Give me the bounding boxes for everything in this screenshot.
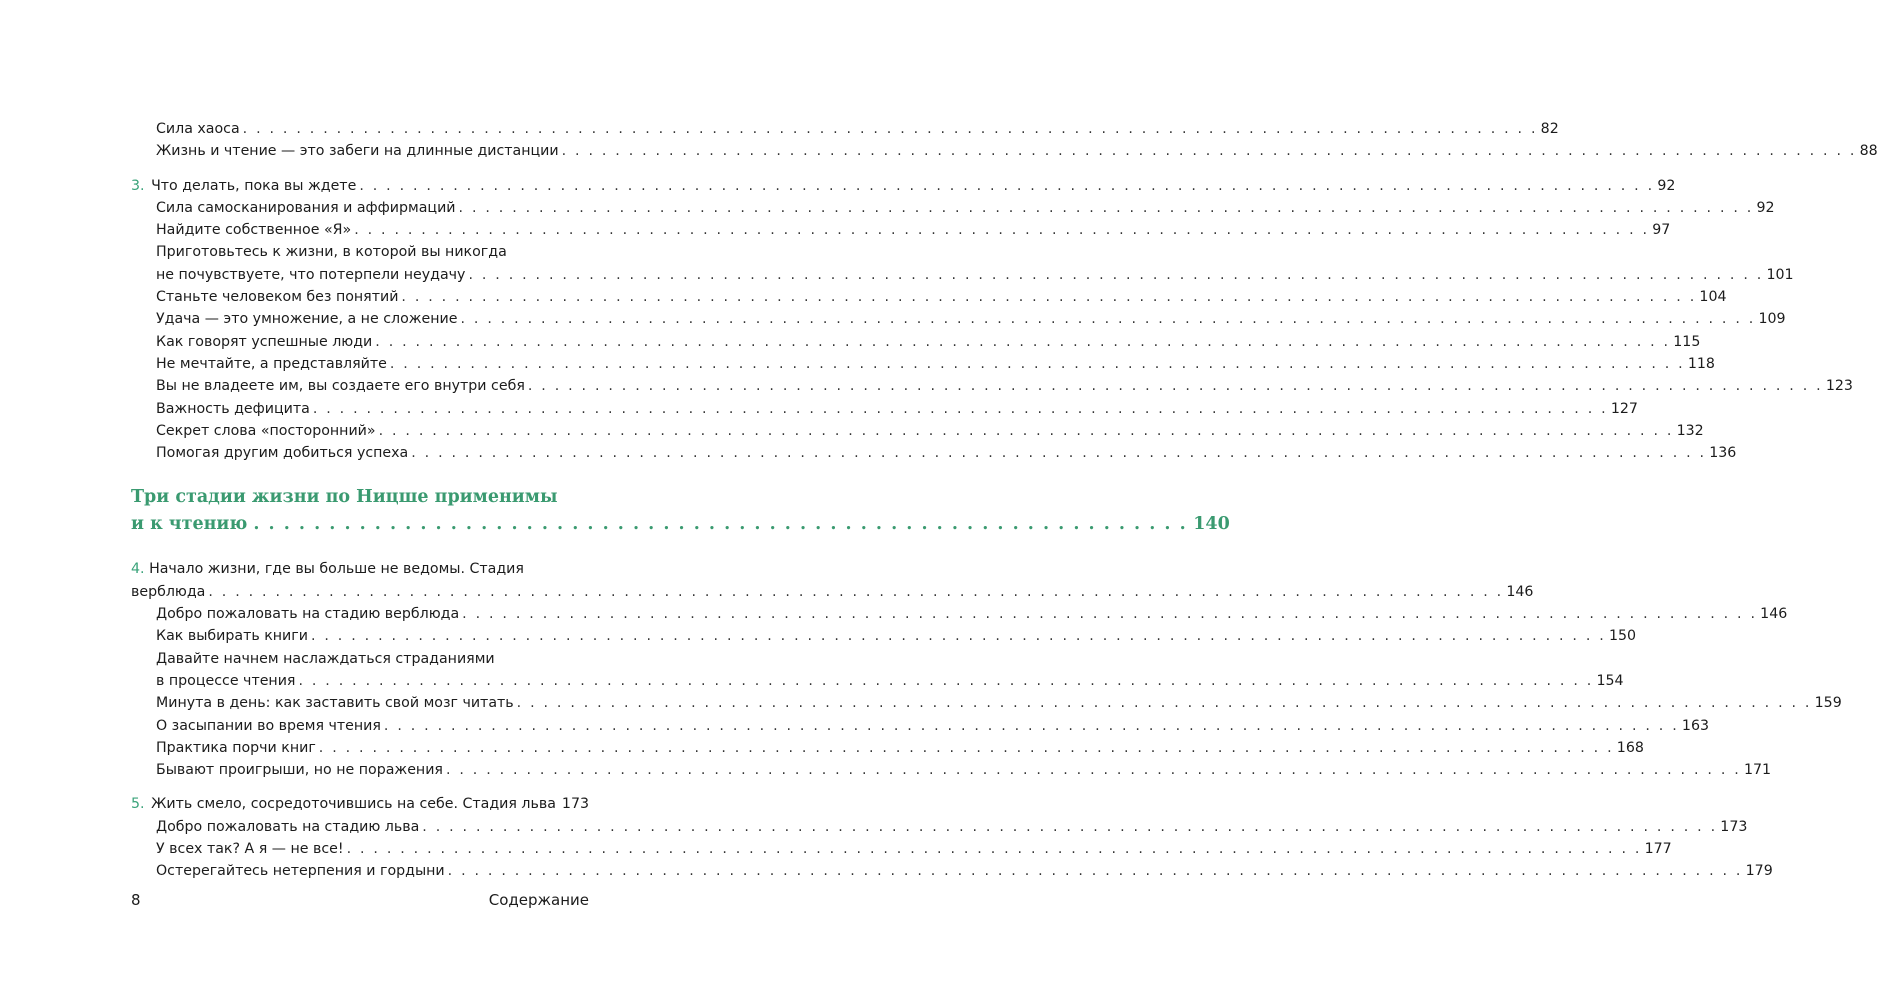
leader-dots xyxy=(448,860,1743,882)
part-title-line1: Три стадии жизни по Ницше применимы xyxy=(131,487,558,508)
toc-entry-title: Минута в день: как заставить свой мозг читать xyxy=(156,695,514,712)
leader-dots xyxy=(390,353,1685,375)
leader-dots xyxy=(243,118,1538,140)
toc-entry-title-line1[interactable]: Приготовьтесь к жизни, в которой вы никогда xyxy=(156,244,507,261)
chapter-page: 173 xyxy=(561,796,590,813)
toc-entry-page: 179 xyxy=(1745,863,1773,880)
toc-entry-page: 177 xyxy=(1644,841,1672,858)
toc-entry-page: 132 xyxy=(1676,422,1704,439)
toc-entry[interactable] xyxy=(131,140,1878,162)
leader-dots xyxy=(422,816,1717,838)
leader-dots xyxy=(311,625,1606,647)
toc-entry-title: Секрет слова «посторонний» xyxy=(156,422,376,439)
toc-entry-title: Найдите собственное «Я» xyxy=(156,222,352,239)
toc-entry-page: 173 xyxy=(1720,818,1748,835)
chapter-title: Что делать, пока вы ждете xyxy=(151,177,357,194)
running-footer-section: Содержание xyxy=(488,891,589,909)
chapter-number: 4. xyxy=(131,561,145,578)
leader-dots xyxy=(460,308,1755,330)
toc-entry[interactable] xyxy=(131,692,1842,714)
toc-entry-page: 154 xyxy=(1596,672,1624,689)
chapter-title: Жить смело, сосредоточившись на себе. Стадия льва xyxy=(151,796,556,813)
toc-entry[interactable] xyxy=(131,715,1710,737)
toc-entry[interactable] xyxy=(131,625,1637,647)
toc-entry-title: Вы не владеете им, вы создаете его внутри себя xyxy=(156,378,525,395)
toc-entry-page: 88 xyxy=(1859,143,1878,160)
leader-dots xyxy=(319,737,1614,759)
toc-entry-title: О засыпании во время чтения xyxy=(156,717,381,734)
toc-entry[interactable] xyxy=(131,308,1786,330)
toc-entry-page: 163 xyxy=(1681,717,1710,734)
chapter-number: 5. xyxy=(131,796,145,813)
toc-entry-page: 168 xyxy=(1616,739,1644,756)
toc-entry-page: 136 xyxy=(1709,445,1737,462)
toc-entry-page: 97 xyxy=(1652,222,1671,239)
toc-chapter-3[interactable] xyxy=(131,175,1676,197)
toc-chapter-5[interactable] xyxy=(131,793,590,815)
toc-entry[interactable] xyxy=(131,219,1671,241)
toc-entry[interactable] xyxy=(131,737,1644,759)
toc-entry[interactable] xyxy=(131,759,1772,781)
chapter-title-line1: Начало жизни, где вы больше не ведомы. Стадия xyxy=(149,561,524,578)
toc-entry-title: Жизнь и чтение — это забеги на длинные дистанции xyxy=(156,143,559,160)
toc-entry-page: 104 xyxy=(1699,289,1727,306)
leader-dots xyxy=(359,175,1654,197)
toc-entry-title: Добро пожаловать на стадию верблюда xyxy=(156,606,460,623)
toc-entry-title: Как говорят успешные люди xyxy=(156,333,373,350)
toc-entry-title: Практика порчи книг xyxy=(156,739,316,756)
toc-entry[interactable] xyxy=(131,118,1559,140)
leader-dots xyxy=(411,442,1706,464)
leader-dots xyxy=(354,219,1649,241)
toc-entry[interactable] xyxy=(131,603,1788,625)
leader-dots xyxy=(528,375,1823,397)
toc-entry-page: 127 xyxy=(1610,400,1638,417)
leader-dots xyxy=(375,331,1670,353)
toc-entry-title: У всех так? А я — не все! xyxy=(156,841,344,858)
leader-dots xyxy=(459,197,1754,219)
toc-entry-title: Удача — это умножение, а не сложение xyxy=(156,311,458,328)
leader-dots xyxy=(517,692,1812,714)
table-of-contents xyxy=(131,118,1878,883)
leader-dots xyxy=(313,398,1608,420)
toc-entry[interactable] xyxy=(131,398,1638,420)
toc-entry-title: Не мечтайте, а представляйте xyxy=(156,355,387,372)
chapter-page: 92 xyxy=(1657,177,1676,194)
toc-entry-page: 101 xyxy=(1766,266,1794,283)
toc-entry-page: 118 xyxy=(1687,355,1715,372)
page-number: 8 xyxy=(131,891,141,909)
toc-entry-page: 115 xyxy=(1673,333,1701,350)
leader-dots xyxy=(208,581,1503,603)
part-page: 140 xyxy=(1193,514,1230,535)
toc-entry-title: Важность дефицита xyxy=(156,400,310,417)
toc-chapter-4[interactable] xyxy=(131,558,586,580)
leader-dots xyxy=(379,420,1674,442)
toc-entry-title: Сила хаоса xyxy=(156,121,240,137)
toc-entry[interactable] xyxy=(131,197,1775,219)
toc-entry-title: Станьте человеком без понятий xyxy=(156,289,399,306)
toc-entry-page: 146 xyxy=(1760,606,1788,623)
toc-entry[interactable] xyxy=(131,860,1773,882)
toc-entry[interactable] xyxy=(131,442,1737,464)
toc-entry-title: Бывают проигрыши, но не поражения xyxy=(156,762,443,779)
toc-chapter-4-cont[interactable] xyxy=(131,581,1534,603)
toc-entry[interactable] xyxy=(131,353,1715,375)
toc-entry[interactable] xyxy=(131,331,1701,353)
toc-entry-page: 109 xyxy=(1758,311,1786,328)
toc-entry[interactable] xyxy=(131,375,1853,397)
toc-entry-title: Сила самосканирования и аффирмаций xyxy=(156,199,456,216)
leader-dots xyxy=(298,670,1593,692)
toc-entry-page: 150 xyxy=(1608,628,1637,645)
leader-dots xyxy=(253,511,1187,538)
leader-dots xyxy=(384,715,1679,737)
leader-dots xyxy=(462,603,1757,625)
toc-entry[interactable] xyxy=(131,816,1748,838)
toc-entry-title-line2: в процессе чтения xyxy=(156,672,296,689)
leader-dots xyxy=(347,838,1642,860)
part-title-line2: и к чтению xyxy=(131,514,248,535)
toc-entry-title-line1[interactable]: Давайте начнем наслаждаться страданиями xyxy=(156,650,495,667)
leader-dots xyxy=(401,286,1696,308)
toc-entry[interactable] xyxy=(131,420,1704,442)
chapter-page: 146 xyxy=(1506,583,1534,600)
toc-part-heading[interactable] xyxy=(131,484,1230,538)
toc-entry-page: 171 xyxy=(1743,762,1772,779)
leader-dots xyxy=(468,264,1763,286)
leader-dots xyxy=(446,759,1741,781)
chapter-number: 3. xyxy=(131,177,145,194)
toc-entry[interactable] xyxy=(131,264,1794,286)
toc-entry[interactable] xyxy=(131,286,1727,308)
toc-entry-title-line2: не почувствуете, что потерпели неудачу xyxy=(156,266,466,283)
toc-entry-title: Остерегайтесь нетерпения и гордыни xyxy=(156,863,445,880)
toc-entry-title: Помогая другим добиться успеха xyxy=(156,445,409,462)
toc-entry-page: 92 xyxy=(1756,199,1775,216)
toc-entry-page: 159 xyxy=(1814,695,1842,712)
toc-entry-page: 123 xyxy=(1825,378,1853,395)
leader-dots xyxy=(562,140,1857,162)
chapter-title-line2: верблюда xyxy=(131,583,206,600)
toc-entry-title: Как выбирать книги xyxy=(156,628,308,645)
toc-entry-page: 82 xyxy=(1540,121,1559,137)
toc-entry[interactable] xyxy=(131,670,1624,692)
toc-entry[interactable] xyxy=(131,838,1672,860)
toc-entry-title: Добро пожаловать на стадию льва xyxy=(156,818,420,835)
